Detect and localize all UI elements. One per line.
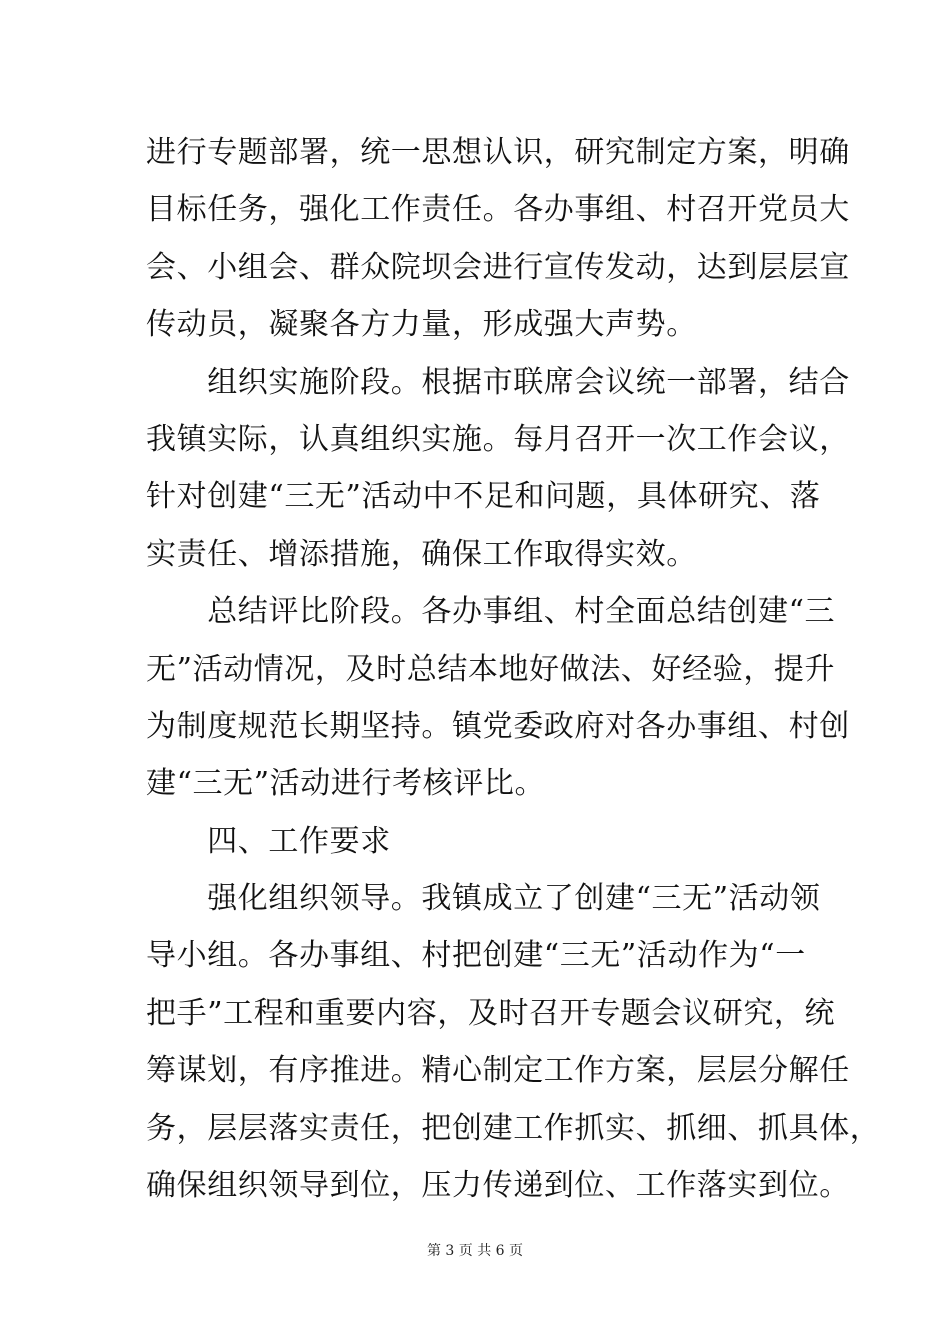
- text-line: 务，层层落实责任，把创建工作抓实、抓细、抓具体，: [146, 1110, 881, 1146]
- text-line: 我镇实际，认真组织实施。每月召开一次工作会议，: [146, 421, 850, 457]
- section-heading: 四、工作要求: [146, 823, 391, 859]
- text-line: 建“三无”活动进行考核评比。: [146, 766, 546, 802]
- page-number: 第 3 页 共 6 页: [426, 1243, 524, 1259]
- text-line: 为制度规范长期坚持。镇党委政府对各办事组、村创: [146, 708, 850, 744]
- text-line: 组织实施阶段。根据市联席会议统一部署，结合: [146, 364, 850, 400]
- text-line: 会、小组会、群众院坝会进行宣传发动，达到层层宣: [146, 249, 850, 285]
- text-line: 实责任、增添措施，确保工作取得实效。: [146, 536, 697, 572]
- text-line: 目标任务，强化工作责任。各办事组、村召开党员大: [146, 192, 850, 228]
- text-line: 把手”工程和重要内容，及时召开专题会议研究，统: [146, 995, 836, 1031]
- text-line: 针对创建“三无”活动中不足和问题，具体研究、落: [146, 479, 821, 515]
- text-line: 筹谋划，有序推进。精心制定工作方案，层层分解任: [146, 1053, 850, 1089]
- text-line: 无”活动情况，及时总结本地好做法、好经验，提升: [146, 651, 836, 687]
- text-line: 总结评比阶段。各办事组、村全面总结创建“三: [146, 594, 836, 630]
- text-line: 传动员，凝聚各方力量，形成强大声势。: [146, 307, 697, 343]
- text-line: 确保组织领导到位，压力传递到位、工作落实到位。: [146, 1168, 850, 1204]
- text-line: 导小组。各办事组、村把创建“三无”活动作为“一: [146, 938, 806, 974]
- text-line: 强化组织领导。我镇成立了创建“三无”活动领: [146, 881, 821, 917]
- text-line: 进行专题部署，统一思想认识，研究制定方案，明确: [146, 135, 850, 170]
- document-body: [146, 124, 881, 1214]
